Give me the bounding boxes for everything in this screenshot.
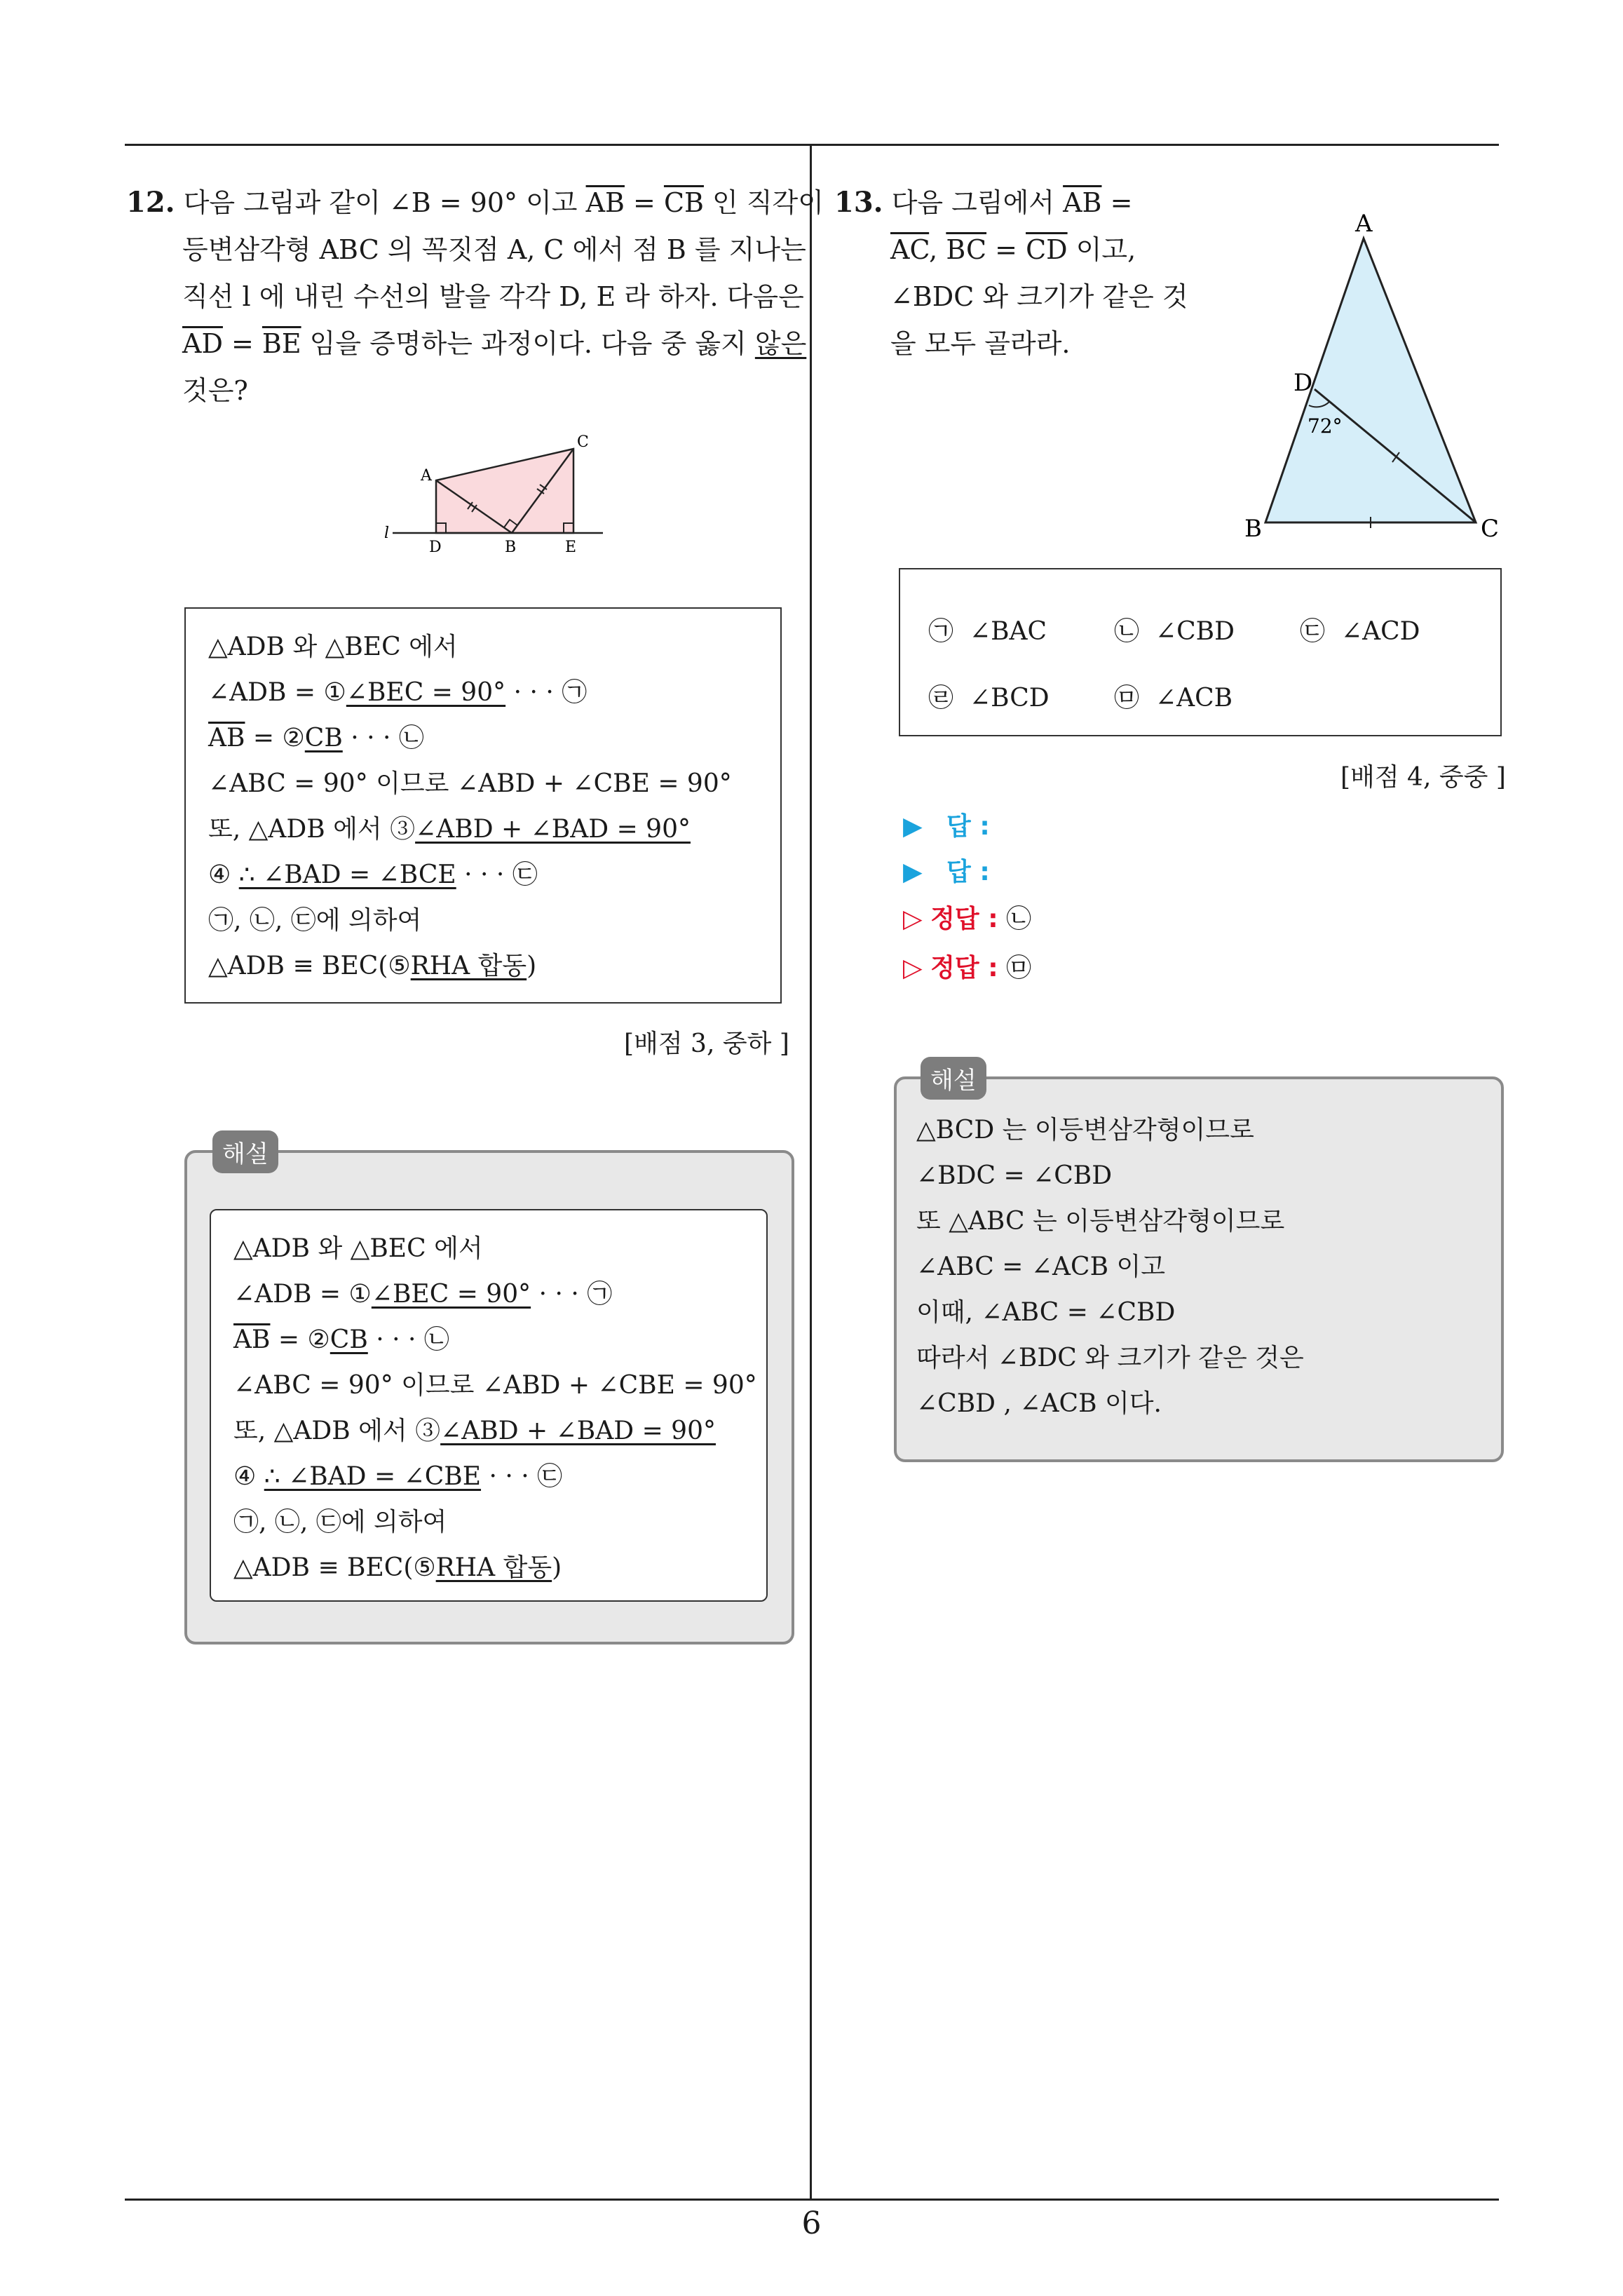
outline-play-icon: ▷	[903, 905, 923, 933]
question-13-text: 13. 다음 그림에서 $\overline{AB}$ = $\overline{AC}$, $\overline{BC} = \overline{CD}$ 이고, ∠BDC 와 크기가 같은 것 을 모두 골라라.	[834, 186, 1188, 359]
correct-answer-mark: ㉡	[1006, 905, 1032, 933]
label-a: A	[421, 467, 432, 485]
label-b-13: B	[1244, 515, 1262, 543]
q13-choices-box	[899, 568, 1502, 736]
q13-figure	[1227, 200, 1507, 565]
q12-figure	[372, 431, 610, 561]
segment-ab: $\overline{AB}$	[585, 187, 625, 218]
choice-3[interactable]: ㉢ ∠ACD	[1300, 617, 1420, 646]
q12-explanation	[184, 1150, 794, 1645]
outline-play-icon: ▷	[903, 954, 923, 982]
label-l: l	[384, 525, 390, 542]
correct-answer-2: ▷ 정답 : ㉤	[903, 954, 1032, 982]
top-rule	[125, 144, 1499, 146]
q12-score: [배점 3, 중하 ]	[624, 1029, 789, 1058]
q13-explanation-tag: 해설	[921, 1057, 986, 1100]
q13-explanation-text: △BCD 는 이등변삼각형이므로 ∠BDC = ∠CBD 또 △ABC 는 이등변삼각형이므로 ∠ABC = ∠ACB 이고 이때, ∠ABC = ∠CBD 따라서 ∠BDC 와 크기가 같은 것은 ∠CBD , ∠ACB 이다.	[916, 1116, 1304, 1418]
quadrilateral-adec	[436, 449, 573, 533]
segment-cb: $\overline{CB}$	[663, 187, 704, 218]
label-c: C	[577, 433, 589, 451]
q12-explanation-box: △ADB 와 △BEC 에서 ∠ADB = ①∠BEC = 90° · · · ㉠ $\overline{AB}$ = ②CB · · · ㉡ ∠ABC = 90° 이므로 ∠ABD + ∠CBE = 90° 또, △ADB 에서 ③∠ABD + ∠BAD = 90° ④ ∴ ∠BAD = ∠CBE · · · ㉢ ㉠, ㉡, ㉢에 의하여 △ADB ≡ BEC(⑤RHA 합동)	[210, 1209, 768, 1602]
column-divider	[810, 144, 812, 2199]
label-d: D	[429, 539, 442, 556]
choice-5[interactable]: ㉤ ∠ACB	[1114, 684, 1233, 713]
not-word: 않은	[754, 328, 807, 359]
q13-score: [배점 4, 중중 ]	[1340, 763, 1506, 792]
q12-explanation-tag: 해설	[212, 1130, 278, 1173]
answer-line-2[interactable]: ▶ 답 :	[903, 858, 990, 886]
question-number-13: 13.	[834, 186, 883, 219]
correct-answer-1: ▷ 정답 : ㉡	[903, 905, 1032, 933]
q13-explanation	[894, 1076, 1504, 1462]
question-number: 12.	[126, 186, 175, 219]
answer-line-1[interactable]: ▶ 답 :	[903, 812, 990, 841]
label-b: B	[505, 539, 517, 556]
page-number: 6	[801, 2206, 822, 2241]
label-a-13: A	[1355, 210, 1373, 238]
question-12	[126, 179, 824, 414]
bottom-rule	[125, 2199, 1499, 2201]
play-icon: ▶	[903, 812, 923, 841]
choice-1[interactable]: ㉠ ∠BAC	[928, 617, 1047, 646]
play-icon: ▶	[903, 858, 923, 886]
angle-label: 72°	[1308, 414, 1343, 438]
correct-answer-mark: ㉤	[1006, 954, 1032, 982]
label-d-13: D	[1293, 369, 1313, 397]
q12-proof-box: △ADB 와 △BEC 에서 ∠ADB = ①∠BEC = 90° · · · ㉠ $\overline{AB}$ = ②CB · · · ㉡ ∠ABC = 90° 이므로 ∠ABD + ∠CBE = 90° 또, △ADB 에서 ③∠ABD + ∠BAD = 90° ④ ∴ ∠BAD = ∠BCE · · · ㉢ ㉠, ㉡, ㉢에 의하여 △ADB ≡ BEC(⑤RHA 합동)	[184, 607, 782, 1004]
choice-2[interactable]: ㉡ ∠CBD	[1114, 617, 1235, 646]
question-12-text: 12. 다음 그림과 같이 ∠B = 90° 이고 $\overline{AB} = \overline{CB}$ 인 직각이 등변삼각형 ABC 의 꼭짓점 A, C 에서 점 B 를 지나는 직선 l 에 내린 수선의 발을 각각 D, E 라 하자. 다음은 $\overline{AD} = \overline{BE}$ 임을 증명하는 과정이다. 다음 중 옳지 않은 것은?	[126, 186, 824, 406]
label-c-13: C	[1481, 515, 1500, 543]
segment-ad: $\overline{AD}$	[182, 328, 223, 359]
choice-4[interactable]: ㉣ ∠BCD	[928, 684, 1050, 713]
label-e: E	[565, 539, 577, 556]
segment-be: $\overline{BE}$	[262, 328, 301, 359]
